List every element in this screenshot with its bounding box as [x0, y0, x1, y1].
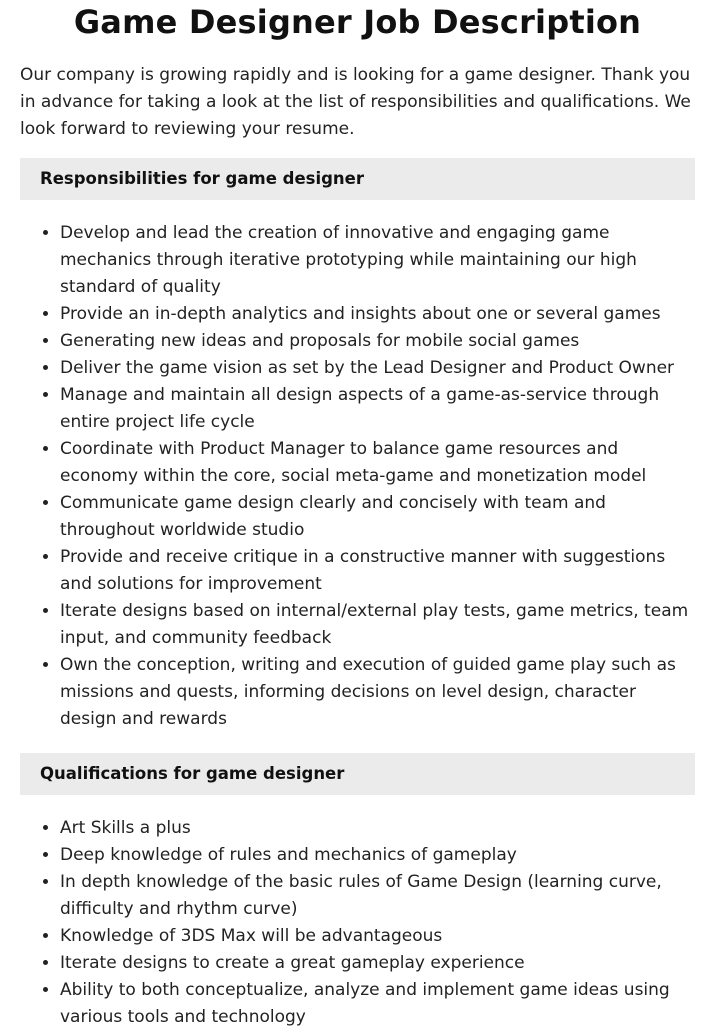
list-item: • Provide and receive critique in a constructive manner with suggestions and solutions for improvement: [60, 544, 695, 598]
list-item: • Generating new ideas and proposals for mobile social games: [60, 328, 695, 355]
list-item: • Ability to both conceptualize, analyze and implement game ideas using various tools and technology: [60, 977, 695, 1031]
qualifications-heading: Qualifications for game designer: [20, 753, 695, 795]
responsibilities-heading: Responsibilities for game designer: [20, 158, 695, 200]
qualifications-list: [20, 815, 695, 1031]
list-item: • Develop and lead the creation of innovative and engaging game mechanics through iterative prototyping while maintaining our high standard of quality: [60, 220, 695, 301]
list-item: • Art Skills a plus: [60, 815, 695, 842]
list-item: • Provide an in-depth analytics and insights about one or several games: [60, 301, 695, 328]
list-item: • Own the conception, writing and execution of guided game play such as missions and quests, informing decisions on level design, character design and rewards: [60, 652, 695, 733]
list-item: • Iterate designs based on internal/external play tests, game metrics, team input, and community feedback: [60, 598, 695, 652]
page-title: Game Designer Job Description: [73, 3, 642, 41]
list-item: • Deep knowledge of rules and mechanics of gameplay: [60, 842, 695, 869]
intro-paragraph: Our company is growing rapidly and is looking for a game designer. Thank you in advance for taking a look at the list of responsibilities and qualifications. We look forward to reviewing your resume.: [20, 65, 691, 139]
list-item: • Manage and maintain all design aspects of a game-as-service through entire project life cycle: [60, 382, 695, 436]
list-item: • Coordinate with Product Manager to balance game resources and economy within the core, social meta-game and monetization model: [60, 436, 695, 490]
list-item: • Communicate game design clearly and concisely with team and throughout worldwide studio: [60, 490, 695, 544]
list-item: • Knowledge of 3DS Max will be advantageous: [60, 923, 695, 950]
list-item: • Iterate designs to create a great gameplay experience: [60, 950, 695, 977]
list-item: • Deliver the game vision as set by the Lead Designer and Product Owner: [60, 355, 695, 382]
list-item: • In depth knowledge of the basic rules of Game Design (learning curve, difficulty and rhythm curve): [60, 869, 695, 923]
responsibilities-list: [20, 220, 695, 733]
